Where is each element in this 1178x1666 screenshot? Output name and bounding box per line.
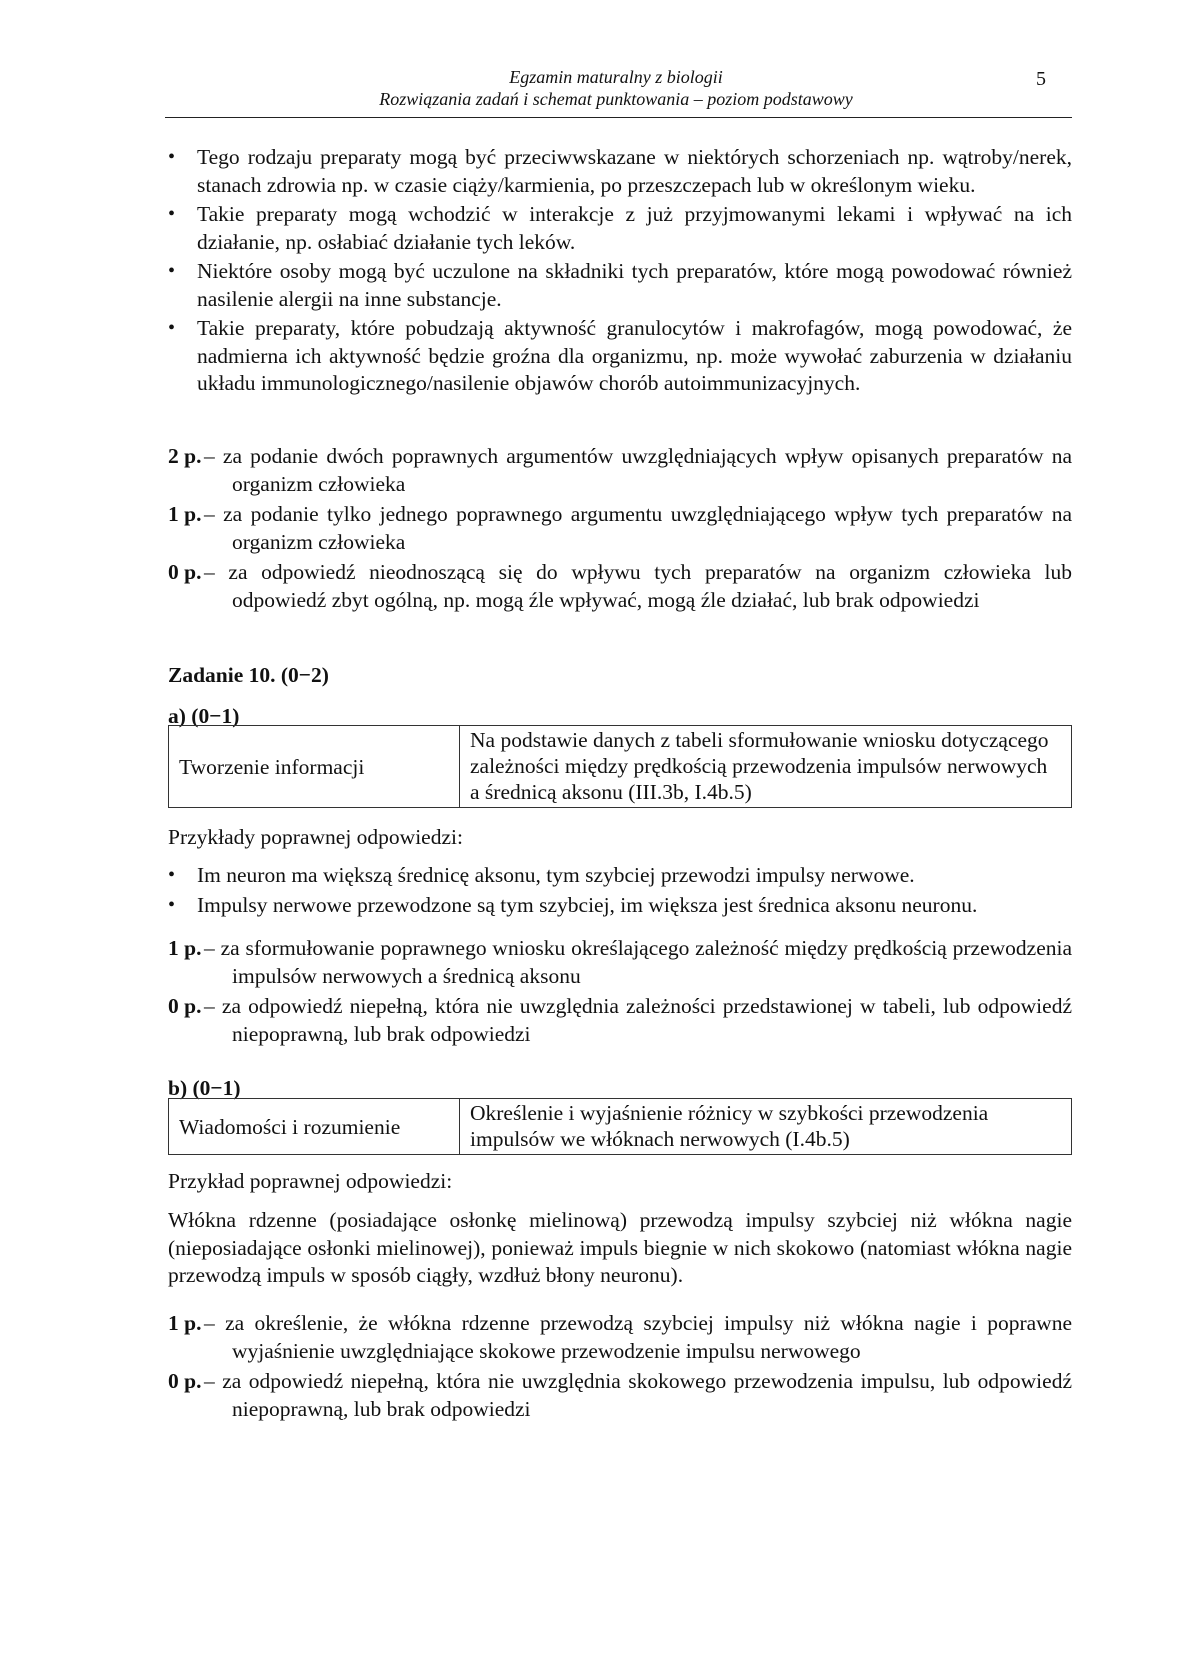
scoring-points: 0 p. — [168, 1369, 202, 1393]
scoring-row — [168, 559, 1072, 614]
task-title: Zadanie 10. (0−2) — [168, 663, 329, 687]
scoring-points: 1 p. — [168, 936, 202, 960]
scoring-points: 1 p. — [168, 502, 202, 526]
part-b-example-heading: Przykład poprawnej odpowiedzi: — [168, 1169, 453, 1193]
page-header — [160, 66, 1072, 110]
part-a-examples-list — [168, 862, 1072, 921]
header-exam-title: Egzamin maturalny z biologii — [509, 67, 723, 87]
intro-scoring — [168, 443, 1072, 617]
header-divider — [165, 117, 1072, 118]
scoring-text: – za podanie tylko jednego poprawnego argumentu uwzględniającego wpływ tych preparatów na organizm człowieka — [204, 502, 1072, 554]
part-a-label: a) (0−1) — [168, 704, 240, 728]
list-item: • Tego rodzaju preparaty mogą być przeciwwskazane w niektórych schorzeniach np. wątroby/nerek, stanach zdrowia np. w czasie ciąży/karmienia, po przeszczepach lub w określonym wieku. — [168, 144, 1072, 199]
scoring-text: – za odpowiedź nieodnoszącą się do wpływu tych preparatów na organizm człowieka lub odpowiedź zbyt ogólną, np. mogą źle wpływać, mogą źle działać, lub brak odpowiedzi — [204, 560, 1072, 612]
requirement-area: Tworzenie informacji — [169, 726, 460, 808]
part-a-requirements-table — [168, 725, 1072, 808]
scoring-text: – za sformułowanie poprawnego wniosku określającego zależność między prędkością przewodzenia impulsów nerwowych a średnicą aksonu — [204, 936, 1072, 988]
scoring-points: 0 p. — [168, 994, 202, 1018]
header-subtitle: Rozwiązania zadań i schemat punktowania – poziom podstawowy — [379, 89, 853, 109]
list-item: • Takie preparaty mogą wchodzić w interakcje z już przyjmowanymi lekami i wpływać na ich działanie, np. osłabiać działanie tych leków. — [168, 201, 1072, 256]
scoring-row — [168, 501, 1072, 556]
scoring-row — [168, 935, 1072, 990]
scoring-text: – za określenie, że włókna rdzenne przewodzą szybciej impulsy niż włókna nagie i poprawne wyjaśnienie uwzględniające skokowe przewodzenie impulsu nerwowego — [204, 1311, 1072, 1363]
scoring-points: 0 p. — [168, 560, 202, 584]
part-b-scoring — [168, 1310, 1072, 1426]
part-b-requirements-table — [168, 1098, 1072, 1155]
part-a-scoring — [168, 935, 1072, 1051]
intro-bullet-list — [168, 144, 1072, 400]
part-b-label: b) (0−1) — [168, 1076, 241, 1100]
scoring-points: 1 p. — [168, 1311, 202, 1335]
scoring-text: – za odpowiedź niepełną, która nie uwzględnia skokowego przewodzenia impulsu, lub odpowiedź niepoprawną, lub brak odpowiedzi — [204, 1369, 1072, 1421]
scoring-row — [168, 1368, 1072, 1423]
scoring-text: – za odpowiedź niepełną, która nie uwzględnia zależności przedstawionej w tabeli, lub odpowiedź niepoprawną, lub brak odpowiedzi — [204, 994, 1072, 1046]
scoring-row — [168, 993, 1072, 1048]
requirement-area: Wiadomości i rozumienie — [169, 1099, 460, 1155]
list-item: • Takie preparaty, które pobudzają aktywność granulocytów i makrofagów, mogą powodować, że nadmierna ich aktywność będzie groźna dla organizmu, np. może wywołać zaburzenia w działaniu układu immunologicznego/nasilenie objawów chorób autoimmunizacyjnych. — [168, 315, 1072, 398]
list-item: • Im neuron ma większą średnicę aksonu, tym szybciej przewodzi impulsy nerwowe. — [168, 862, 1072, 890]
scoring-row — [168, 1310, 1072, 1365]
scoring-points: 2 p. — [168, 444, 202, 468]
list-item: • Niektóre osoby mogą być uczulone na składniki tych preparatów, które mogą powodować również nasilenie alergii na inne substancje. — [168, 258, 1072, 313]
requirement-description: Określenie i wyjaśnienie różnicy w szybkości przewodzenia impulsów we włóknach nerwowych (I.4b.5) — [460, 1099, 1072, 1155]
page-number: 5 — [1036, 68, 1046, 90]
scoring-text: – za podanie dwóch poprawnych argumentów uwzględniających wpływ opisanych preparatów na organizm człowieka — [204, 444, 1072, 496]
requirement-description: Na podstawie danych z tabeli sformułowanie wniosku dotyczącego zależności między prędkością przewodzenia impulsów nerwowych a średnicą aksonu (III.3b, I.4b.5) — [460, 726, 1072, 808]
list-item: • Impulsy nerwowe przewodzone są tym szybciej, im większa jest średnica aksonu neuronu. — [168, 892, 1072, 920]
part-a-examples-heading: Przykłady poprawnej odpowiedzi: — [168, 825, 463, 849]
scoring-row — [168, 443, 1072, 498]
part-b-example-answer: Włókna rdzenne (posiadające osłonkę mielinową) przewodzą impulsy szybciej niż włókna nagie (nieposiadające osłonki mielinowej), ponieważ impuls biegnie w nich skokowo (natomiast włókna nagie przewodzą impuls w sposób ciągły, wzdłuż błony neuronu). — [168, 1208, 1072, 1287]
